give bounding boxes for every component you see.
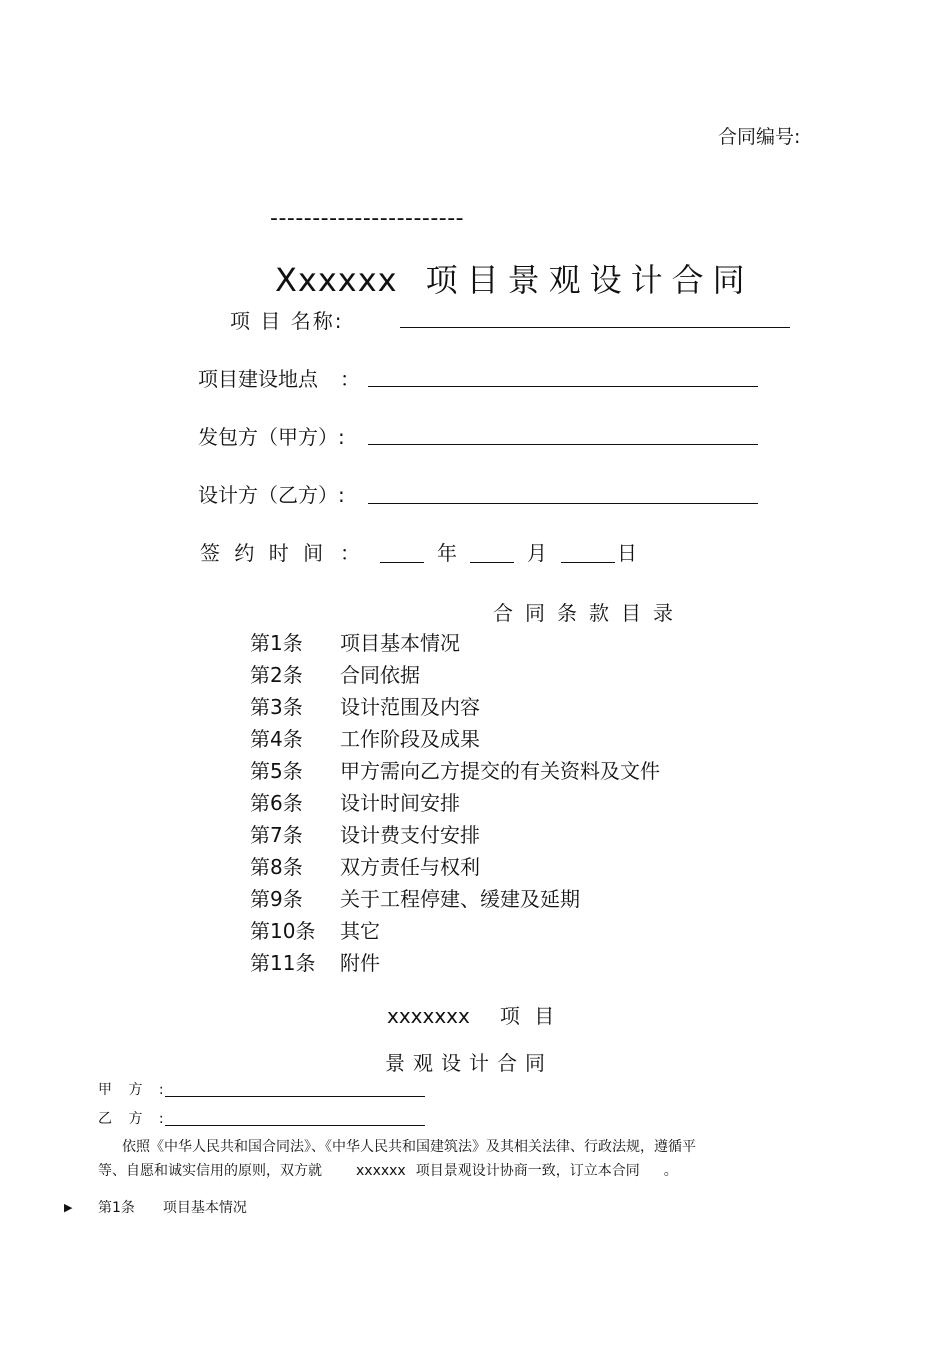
section-title-prefix: xxxxxxx xyxy=(387,1004,470,1028)
section-title xyxy=(387,1000,558,1029)
section-subtitle: 景观设计合同 xyxy=(385,1051,553,1075)
toc-item xyxy=(250,723,660,755)
toc-item-title: 甲方需向乙方提交的有关资料及文件 xyxy=(340,759,660,783)
contract-number-label: 合同编号: xyxy=(718,126,801,148)
toc-item-title: 关于工程停建、缓建及延期 xyxy=(340,887,580,911)
toc-item-num: 第1条 xyxy=(250,631,303,655)
page-title xyxy=(275,255,754,301)
intro-text-c: 项目景观设计协商一致，订立本合同 xyxy=(415,1163,640,1179)
site-colon: ： xyxy=(340,367,360,391)
toc-item xyxy=(250,691,660,723)
party-b-label: 乙 方 : xyxy=(98,1111,170,1127)
title-main: 项目景观设计合同 xyxy=(425,261,754,299)
designer-label: 设计方（乙方）: xyxy=(198,483,345,507)
toc-item xyxy=(250,819,660,851)
toc-item-title: 其它 xyxy=(340,919,380,943)
toc-item-num: 第10条 xyxy=(250,919,316,943)
intro-text-project: xxxxxx xyxy=(356,1163,406,1179)
bullet-icon: ▶ xyxy=(64,1201,73,1214)
toc-item-num: 第3条 xyxy=(250,695,303,719)
year-line[interactable] xyxy=(380,562,424,563)
party-a-label: 甲 方 : xyxy=(98,1082,170,1098)
toc-item-num: 第4条 xyxy=(250,727,303,751)
client-line[interactable] xyxy=(368,444,758,445)
article-1-title: 项目基本情况 xyxy=(162,1200,247,1216)
project-name-line[interactable] xyxy=(400,327,790,328)
article-1-heading xyxy=(98,1197,247,1217)
toc-item-title: 设计费支付安排 xyxy=(340,823,480,847)
toc-item-title: 设计范围及内容 xyxy=(340,695,480,719)
toc-heading: 合同条款目录 xyxy=(493,601,685,625)
toc-item-num: 第5条 xyxy=(250,759,303,783)
toc-item xyxy=(250,883,660,915)
toc-item xyxy=(250,787,660,819)
month-label: 月 xyxy=(527,541,547,565)
toc-item-num: 第6条 xyxy=(250,791,303,815)
site-line[interactable] xyxy=(368,386,758,387)
dash-line: ----------------------- xyxy=(270,206,465,231)
toc-item xyxy=(250,659,660,691)
intro-text-end: 。 xyxy=(663,1163,678,1179)
intro-paragraph-line2 xyxy=(98,1159,678,1183)
party-b-line[interactable] xyxy=(165,1125,425,1126)
toc-item-title: 合同依据 xyxy=(340,663,420,687)
toc-item xyxy=(250,851,660,883)
toc-item-title: 工作阶段及成果 xyxy=(340,727,480,751)
day-label: 日 xyxy=(617,541,637,565)
toc-item xyxy=(250,947,660,979)
month-line[interactable] xyxy=(470,562,514,563)
toc-item-num: 第7条 xyxy=(250,823,303,847)
toc-item xyxy=(250,627,660,659)
toc-item-num: 第8条 xyxy=(250,855,303,879)
designer-line[interactable] xyxy=(368,503,758,504)
toc-item-title: 项目基本情况 xyxy=(340,631,460,655)
client-label: 发包方（甲方）: xyxy=(198,425,345,449)
intro-paragraph-line1: 依照《中华人民共和国合同法》、《中华人民共和国建筑法》及其相关法律、行政法规，遵循平 xyxy=(122,1139,696,1155)
party-a-line[interactable] xyxy=(165,1096,425,1097)
toc-item-title: 双方责任与权利 xyxy=(340,855,480,879)
toc-item xyxy=(250,915,660,947)
intro-text-a: 等、自愿和诚实信用的原则，双方就 xyxy=(98,1163,322,1179)
project-name-label: 项 目 名称: xyxy=(230,309,344,333)
article-1-num: 第1条 xyxy=(98,1200,135,1216)
title-prefix: Xxxxxx xyxy=(275,261,398,299)
toc-item-num: 第2条 xyxy=(250,663,303,687)
toc-item xyxy=(250,755,660,787)
day-line[interactable] xyxy=(561,562,615,563)
sign-time-colon: ： xyxy=(340,541,360,565)
toc-item-title: 设计时间安排 xyxy=(340,791,460,815)
toc-item-num: 第9条 xyxy=(250,887,303,911)
sign-time-label: 签 约 时 间 xyxy=(200,541,328,565)
toc-list xyxy=(250,627,660,979)
section-title-suffix: 项 目 xyxy=(499,1004,559,1028)
year-label: 年 xyxy=(437,541,457,565)
site-label: 项目建设地点 xyxy=(198,367,318,391)
toc-item-num: 第11条 xyxy=(250,951,316,975)
toc-item-title: 附件 xyxy=(340,951,380,975)
